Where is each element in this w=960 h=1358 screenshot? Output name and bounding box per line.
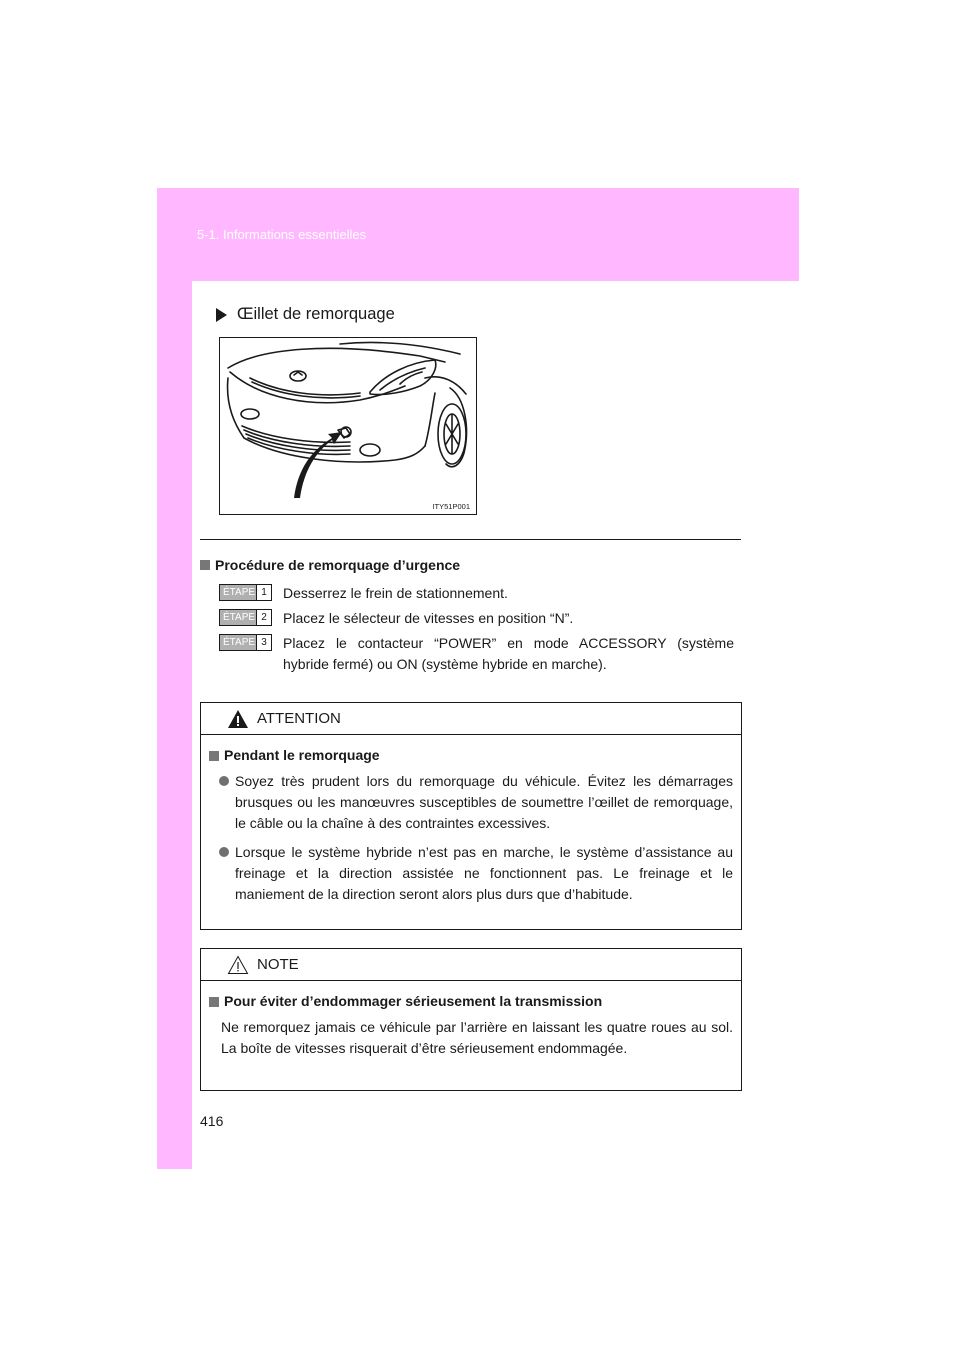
divider: [200, 539, 741, 540]
step-text: Placez le contacteur “POWER” en mode ACCESSORY (système hybride fermé) ou ON (système hybride en marche).: [283, 635, 734, 672]
step-1: [219, 583, 734, 604]
eye-heading-text: Œillet de remorquage: [237, 305, 395, 323]
warning-filled-icon: [227, 709, 249, 729]
note-subtitle: [209, 991, 733, 1012]
circle-bullet-icon: [219, 847, 229, 857]
step-number: 1: [256, 585, 271, 600]
step-badge: [219, 584, 272, 601]
note-title: NOTE: [257, 956, 299, 973]
square-bullet-icon: [209, 997, 219, 1007]
section-title: 5-1. Informations essentielles: [197, 227, 367, 242]
attention-bullet-2: [219, 842, 733, 905]
note-box: [200, 948, 742, 1091]
attention-body: [201, 735, 741, 923]
sidebar-band: [157, 281, 192, 1169]
attention-header: [201, 703, 741, 735]
attention-bullet-text: Lorsque le système hybride n’est pas en marche, le système d’assistance au freinage et la direction assistée ne fonctionnent pas. Le freinage et le maniement de la direction seront alors plus durs que d’habitude.: [235, 844, 733, 902]
note-header: [201, 949, 741, 981]
car-front-drawing: [220, 338, 476, 514]
towing-eye-illustration: [219, 337, 477, 515]
step-label: ÉTAPE: [220, 635, 256, 650]
square-bullet-icon: [209, 751, 219, 761]
triangle-bullet-icon: [216, 308, 227, 322]
attention-box: [200, 702, 742, 930]
figure-code: ITY51P001: [432, 502, 470, 511]
circle-bullet-icon: [219, 776, 229, 786]
attention-bullet-1: [219, 771, 733, 834]
note-text: Ne remorquez jamais ce véhicule par l’arrière en laissant les quatre roues au sol. La boîte de vitesses risquerait d’être sérieusement endommagée.: [221, 1019, 733, 1056]
step-number: 2: [256, 610, 271, 625]
step-2: [219, 608, 734, 629]
procedure-title-text: Procédure de remorquage d’urgence: [215, 557, 461, 573]
step-label: ÉTAPE: [220, 585, 256, 600]
attention-subtitle-text: Pendant le remorquage: [224, 747, 380, 763]
page-number: 416: [200, 1113, 224, 1129]
note-subtitle-text: Pour éviter d’endommager sérieusement la transmission: [224, 993, 603, 1009]
warning-outline-icon: [227, 955, 249, 975]
step-number: 3: [256, 635, 271, 650]
step-text: Placez le sélecteur de vitesses en position “N”.: [283, 610, 574, 626]
step-badge: [219, 634, 272, 651]
attention-title: ATTENTION: [257, 710, 341, 727]
attention-subtitle: [209, 745, 733, 766]
step-3: [219, 633, 734, 675]
step-badge: [219, 609, 272, 626]
step-label: ÉTAPE: [220, 610, 256, 625]
step-text: Desserrez le frein de stationnement.: [283, 585, 508, 601]
note-body: [201, 981, 741, 1069]
attention-bullet-text: Soyez très prudent lors du remorquage du véhicule. Évitez les démarrages brusques ou les manœuvres susceptibles de soumettre l’œillet de remorquage, le câble ou la chaîne à des contraintes excessives.: [235, 773, 733, 831]
procedure-title: [200, 557, 460, 573]
square-bullet-icon: [200, 560, 210, 570]
eye-heading: [216, 305, 395, 324]
